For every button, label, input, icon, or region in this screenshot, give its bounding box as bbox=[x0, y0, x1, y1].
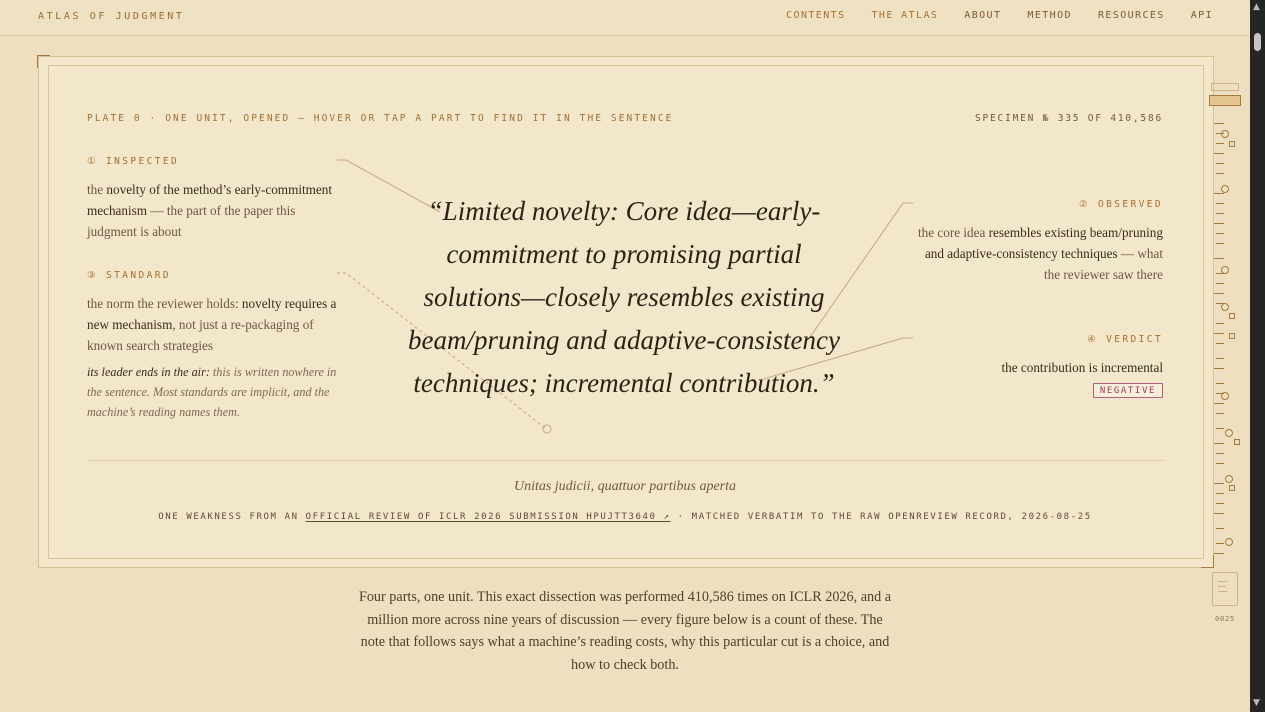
brand-logo[interactable]: ATLAS OF JUDGMENT bbox=[38, 11, 185, 22]
scroll-thumb[interactable] bbox=[1254, 33, 1261, 51]
ruler-tick bbox=[1216, 413, 1224, 414]
ruler-square[interactable] bbox=[1229, 485, 1235, 491]
part-standard[interactable] bbox=[87, 270, 342, 422]
ruler-tick bbox=[1214, 483, 1224, 484]
ruler-tick bbox=[1216, 463, 1224, 464]
nav-the-atlas[interactable]: THE ATLAS bbox=[871, 10, 939, 21]
ruler-tick bbox=[1214, 443, 1224, 444]
leader-standard-end bbox=[543, 425, 551, 433]
ruler-point[interactable] bbox=[1225, 538, 1233, 546]
standard-note: its leader ends in the air: this is written nowhere in the sentence. Most standards are implicit, and the machine’s reading names them. bbox=[87, 365, 337, 419]
nav-method[interactable]: METHOD bbox=[1027, 10, 1072, 21]
nav-about[interactable]: ABOUT bbox=[964, 10, 1002, 21]
ruler-tick bbox=[1216, 173, 1224, 174]
ruler-tick bbox=[1214, 553, 1224, 554]
part-observed-tag: ② OBSERVED bbox=[1079, 199, 1163, 210]
ruler-tick bbox=[1216, 213, 1224, 214]
part-verdict-text: the contribution is incremental bbox=[1001, 360, 1163, 375]
ruler-tick bbox=[1214, 223, 1224, 224]
down-arrow-icon[interactable]: ▼ bbox=[1253, 698, 1260, 708]
part-inspected-tag: ① INSPECTED bbox=[87, 156, 180, 167]
ruler-tick bbox=[1216, 358, 1224, 359]
verdict-badge: NEGATIVE bbox=[1093, 383, 1163, 398]
ruler-tick bbox=[1216, 493, 1224, 494]
document-line bbox=[1218, 591, 1228, 592]
ruler-tick bbox=[1216, 283, 1224, 284]
specimen-counter: SPECIMEN № 335 OF 410,586 bbox=[975, 113, 1163, 124]
ruler-tick bbox=[1216, 143, 1224, 144]
up-arrow-icon[interactable]: ▲ bbox=[1253, 2, 1260, 12]
ruler-tick bbox=[1214, 293, 1224, 294]
ruler-tick bbox=[1214, 403, 1224, 404]
ruler-tick bbox=[1214, 193, 1224, 194]
part-observed-text: the core idea resembles existing beam/pruning and adaptive-consistency techniques — what the reviewer saw there bbox=[917, 225, 1163, 282]
ruler-square[interactable] bbox=[1229, 141, 1235, 147]
ruler-tick bbox=[1216, 503, 1224, 504]
ruler-tick bbox=[1216, 203, 1224, 204]
ruler-square[interactable] bbox=[1229, 333, 1235, 339]
source-line: ONE WEAKNESS FROM AN OFFICIAL REVIEW OF ICLR 2026 SUBMISSION HPUJTT3640 ↗ · MATCHED VERBATIM TO THE RAW OPENREVIEW RECORD, 2026-08-25 bbox=[158, 512, 1092, 522]
document-icon[interactable] bbox=[1212, 572, 1238, 606]
ruler-tick bbox=[1216, 453, 1224, 454]
ruler-tick bbox=[1214, 153, 1224, 154]
nav-resources[interactable]: RESOURCES bbox=[1097, 10, 1165, 21]
document-line bbox=[1218, 586, 1226, 587]
nav-api[interactable]: API bbox=[1190, 10, 1213, 21]
ruler-tick bbox=[1214, 123, 1224, 124]
ruler-square[interactable] bbox=[1229, 313, 1235, 319]
ruler-tick bbox=[1214, 333, 1224, 334]
ruler-point[interactable] bbox=[1221, 185, 1229, 193]
part-verdict-tag: ④ VERDICT bbox=[1087, 334, 1163, 345]
ruler-point[interactable] bbox=[1221, 266, 1229, 274]
ruler-tick bbox=[1216, 163, 1224, 164]
part-verdict[interactable] bbox=[911, 334, 1163, 398]
ruler-tick bbox=[1216, 428, 1224, 429]
review-quote: “Limited novelty: Core idea—early-commitment to promising partial solutions—closely resembles existing beam/pruning and adaptive-consistency techniques; incremental contribution.” bbox=[408, 196, 840, 398]
ruler-tick bbox=[1216, 343, 1224, 344]
ruler-point[interactable] bbox=[1221, 130, 1229, 138]
ruler-tick bbox=[1214, 368, 1224, 369]
plate-motto: Unitas judicii, quattuor partibus aperta bbox=[513, 479, 737, 494]
ruler-tick bbox=[1216, 233, 1224, 234]
ruler-count: 0025 bbox=[1214, 615, 1236, 623]
plate-divider bbox=[87, 460, 1163, 461]
nav-contents[interactable]: CONTENTS bbox=[786, 10, 846, 21]
ruler-point[interactable] bbox=[1221, 303, 1229, 311]
ruler-tick bbox=[1216, 528, 1224, 529]
ruler-marker[interactable] bbox=[1209, 95, 1241, 106]
ruler-top-cap bbox=[1211, 83, 1239, 91]
source-link[interactable]: OFFICIAL REVIEW OF ICLR 2026 SUBMISSION HPUJTT3640 ↗ bbox=[305, 512, 671, 522]
document-line bbox=[1218, 581, 1228, 582]
intro-paragraph: Four parts, one unit. This exact dissection was performed 410,586 times on ICLR 2026, and a million more across nine years of discussion — every figure below is a count of these. The note that follows says what a machine’s reading costs, why this particular cut is a choice, and how to check both. bbox=[358, 589, 892, 674]
plate-heading: PLATE 0 · ONE UNIT, OPENED — HOVER OR TAP A PART TO FIND IT IN THE SENTENCE bbox=[87, 113, 674, 124]
ruler-tick bbox=[1216, 243, 1224, 244]
part-inspected-text: the novelty of the method’s early-commitment mechanism — the part of the paper this judgment is about bbox=[87, 182, 333, 239]
ruler-tick bbox=[1214, 258, 1224, 259]
ruler-tick bbox=[1214, 513, 1224, 514]
ruler-point[interactable] bbox=[1221, 392, 1229, 400]
scrollbar[interactable] bbox=[1250, 0, 1265, 712]
ruler-tick bbox=[1216, 543, 1224, 544]
ruler-tick bbox=[1216, 383, 1224, 384]
part-standard-text: the norm the reviewer holds: novelty requires a new mechanism, not just a re-packaging of known search strategies bbox=[87, 296, 337, 353]
ruler-point[interactable] bbox=[1225, 475, 1233, 483]
part-inspected[interactable] bbox=[87, 156, 337, 242]
part-standard-tag: ③ STANDARD bbox=[87, 270, 171, 281]
page-ruler[interactable] bbox=[1210, 83, 1240, 568]
part-observed[interactable] bbox=[911, 199, 1163, 285]
ruler-tick bbox=[1216, 323, 1224, 324]
ruler-square[interactable] bbox=[1234, 439, 1240, 445]
ruler-point[interactable] bbox=[1225, 429, 1233, 437]
